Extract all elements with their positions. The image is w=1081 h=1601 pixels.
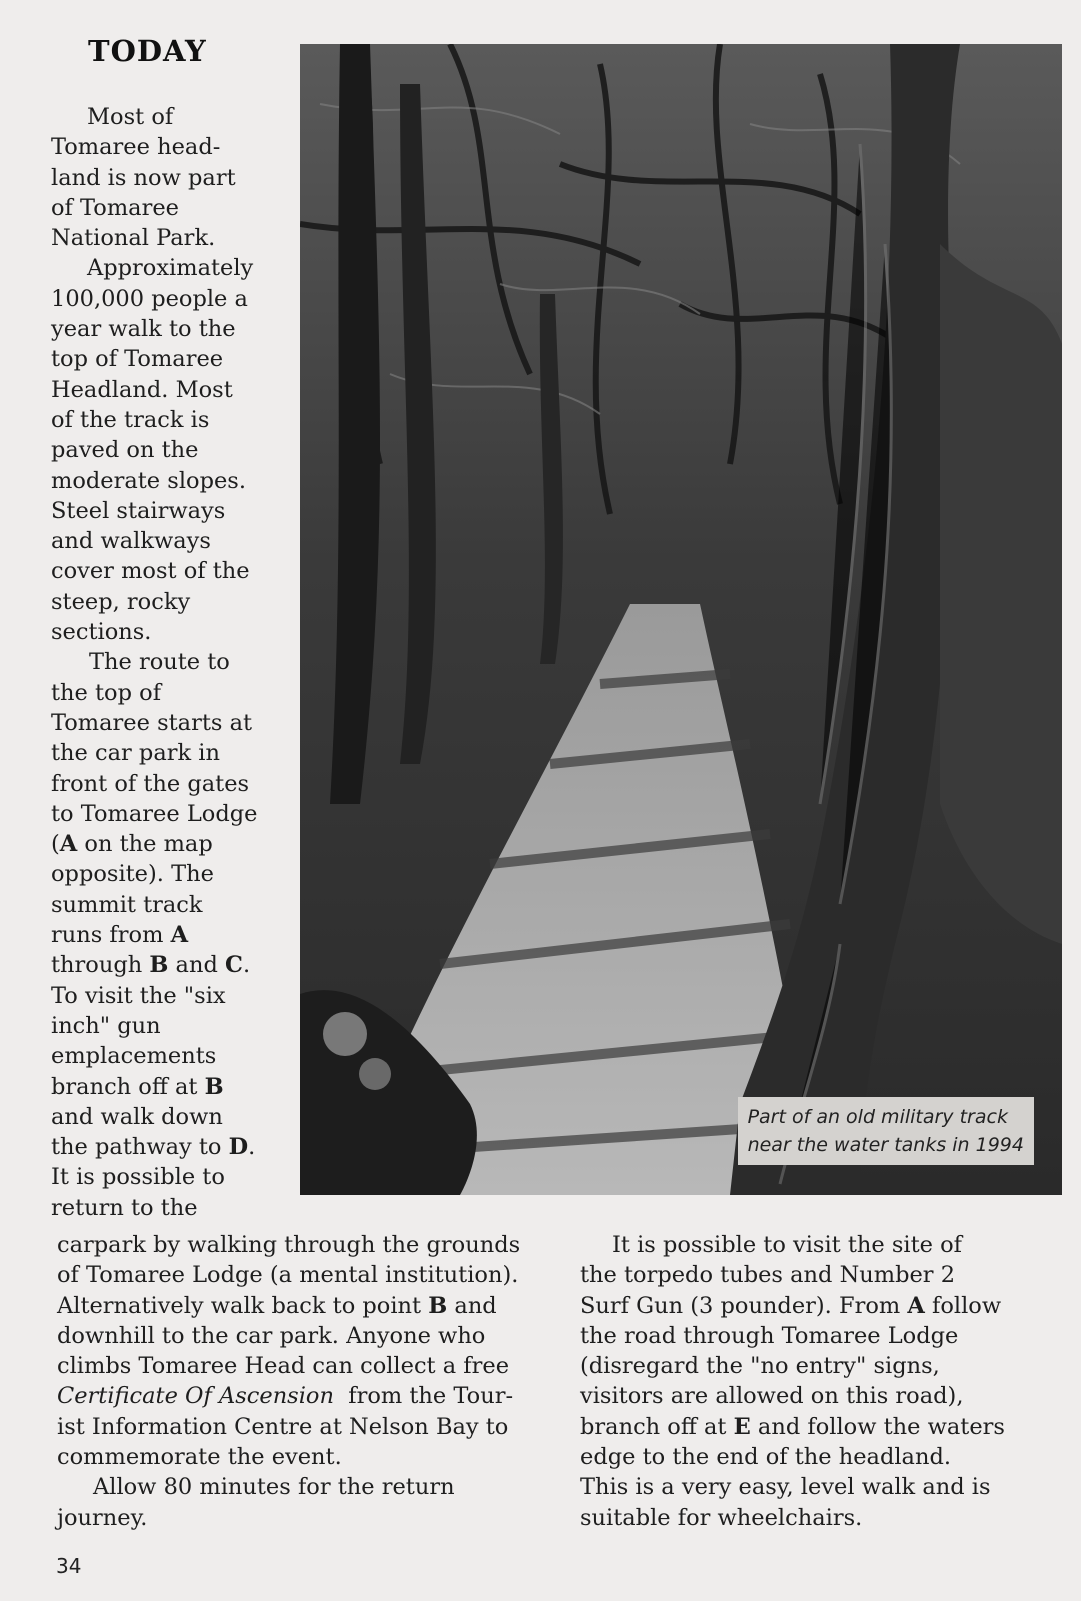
text-line: commemorate the event. bbox=[57, 1444, 342, 1471]
paragraph-return-route bbox=[57, 1230, 562, 1472]
map-point-a: A bbox=[59, 831, 78, 858]
map-point-d: D bbox=[228, 1134, 249, 1161]
text-run: and follow the waters bbox=[750, 1413, 1005, 1440]
text-line: to Tomaree Lodge bbox=[51, 800, 258, 827]
text-line: front of the gates bbox=[51, 770, 250, 797]
paragraph-route bbox=[51, 647, 296, 1223]
text-line: the car park in bbox=[51, 740, 220, 767]
text-line bbox=[580, 1291, 1045, 1321]
text-run: follow bbox=[924, 1292, 1002, 1319]
text-line: ist Information Centre at Nelson Bay to bbox=[57, 1413, 509, 1440]
map-point-b: B bbox=[204, 1073, 224, 1100]
paragraph-national-park bbox=[51, 102, 296, 253]
text-line: Tomaree starts at bbox=[51, 709, 253, 736]
text-line: climbs Tomaree Head can collect a free bbox=[57, 1353, 510, 1380]
map-point-b: B bbox=[149, 952, 169, 979]
text-line: downhill to the car park. Anyone who bbox=[57, 1322, 486, 1349]
text-line: and walkways bbox=[51, 528, 211, 555]
text-run: branch off at bbox=[580, 1413, 734, 1440]
text-line: and walk down bbox=[51, 1103, 223, 1130]
text-line bbox=[51, 829, 296, 859]
text-line: journey. bbox=[57, 1504, 148, 1531]
text-line bbox=[51, 1072, 296, 1102]
text-line: year walk to the bbox=[51, 316, 236, 343]
text-line: The route to bbox=[89, 649, 230, 676]
caption-line: near the water tanks in 1994 bbox=[747, 1134, 1024, 1156]
text-line: steep, rocky bbox=[51, 588, 191, 615]
text-run: and bbox=[168, 952, 226, 979]
paragraph-visitors bbox=[51, 253, 296, 647]
text-line: the road through Tomaree Lodge bbox=[580, 1322, 959, 1349]
track-photograph bbox=[300, 44, 1062, 1195]
text-run: from the Tour- bbox=[333, 1383, 514, 1410]
text-line: Tomaree head- bbox=[51, 134, 221, 161]
text-run: ( bbox=[51, 831, 60, 858]
photo-caption bbox=[738, 1097, 1034, 1165]
text-run: . bbox=[242, 952, 251, 979]
text-run: Surf Gun (3 pounder). From bbox=[580, 1292, 908, 1319]
text-line: It is possible to bbox=[51, 1164, 225, 1191]
text-line: visitors are allowed on this road), bbox=[580, 1383, 964, 1410]
text-line bbox=[57, 1381, 562, 1411]
text-line: the top of bbox=[51, 679, 162, 706]
text-line: suitable for wheelchairs. bbox=[580, 1504, 863, 1531]
section-heading: TODAY bbox=[88, 34, 207, 68]
map-point-b: B bbox=[428, 1292, 448, 1319]
map-point-e: E bbox=[733, 1413, 751, 1440]
text-line: return to the bbox=[51, 1194, 198, 1221]
text-line: Most of bbox=[87, 104, 174, 130]
text-run: runs from bbox=[51, 922, 171, 949]
text-line: edge to the end of the headland. bbox=[580, 1444, 951, 1471]
map-point-a: A bbox=[907, 1292, 925, 1319]
narrow-text-column bbox=[51, 102, 296, 1223]
text-line: inch" gun bbox=[51, 1012, 161, 1039]
text-line: Approximately bbox=[87, 255, 254, 282]
text-line: cover most of the bbox=[51, 558, 250, 585]
text-line: moderate slopes. bbox=[51, 467, 246, 494]
text-line: top of Tomaree bbox=[51, 346, 224, 373]
text-line: National Park. bbox=[51, 225, 216, 252]
text-run: through bbox=[51, 952, 150, 979]
text-line: Headland. Most bbox=[51, 376, 233, 403]
text-line bbox=[51, 950, 296, 980]
text-run: Alternatively walk back to point bbox=[57, 1292, 429, 1319]
text-line: To visit the "six bbox=[51, 982, 226, 1009]
certificate-title: Certificate Of Ascension bbox=[57, 1383, 334, 1410]
text-line bbox=[57, 1291, 562, 1321]
text-line: emplacements bbox=[51, 1043, 217, 1070]
wide-text-column bbox=[57, 1230, 562, 1533]
caption-line: Part of an old military track bbox=[747, 1106, 1008, 1128]
map-point-a: A bbox=[170, 922, 189, 949]
text-run: on the map bbox=[77, 831, 213, 858]
map-point-c: C bbox=[225, 952, 243, 979]
text-line: This is a very easy, level walk and is bbox=[580, 1474, 991, 1501]
forest-track-image bbox=[300, 44, 1062, 1195]
text-line: summit track bbox=[51, 891, 203, 918]
text-line bbox=[51, 920, 296, 950]
page-number: 34 bbox=[56, 1554, 82, 1578]
text-line: of Tomaree Lodge (a mental institution). bbox=[57, 1262, 519, 1289]
text-line: paved on the bbox=[51, 437, 199, 464]
text-run: branch off at bbox=[51, 1073, 205, 1100]
text-line: of the track is bbox=[51, 406, 210, 433]
text-line: (disregard the "no entry" signs, bbox=[580, 1353, 940, 1380]
text-line: opposite). The bbox=[51, 861, 214, 888]
text-line: sections. bbox=[51, 619, 152, 646]
text-line: Steel stairways bbox=[51, 497, 226, 524]
text-line: 100,000 people a bbox=[51, 285, 248, 312]
right-text-column bbox=[580, 1230, 1045, 1533]
text-line: carpark by walking through the grounds bbox=[57, 1232, 521, 1258]
text-line: land is now part bbox=[51, 164, 236, 191]
text-line bbox=[51, 1132, 296, 1162]
text-line: the torpedo tubes and Number 2 bbox=[580, 1262, 956, 1289]
text-line: Allow 80 minutes for the return bbox=[93, 1474, 455, 1501]
paragraph-torpedo-tubes bbox=[580, 1230, 1045, 1533]
text-line: It is possible to visit the site of bbox=[612, 1232, 962, 1258]
text-run: . bbox=[248, 1134, 256, 1161]
text-run: and bbox=[447, 1292, 497, 1319]
paragraph-duration bbox=[57, 1472, 562, 1533]
text-line bbox=[580, 1412, 1045, 1442]
text-line: of Tomaree bbox=[51, 194, 179, 221]
text-run: the pathway to bbox=[51, 1134, 229, 1161]
